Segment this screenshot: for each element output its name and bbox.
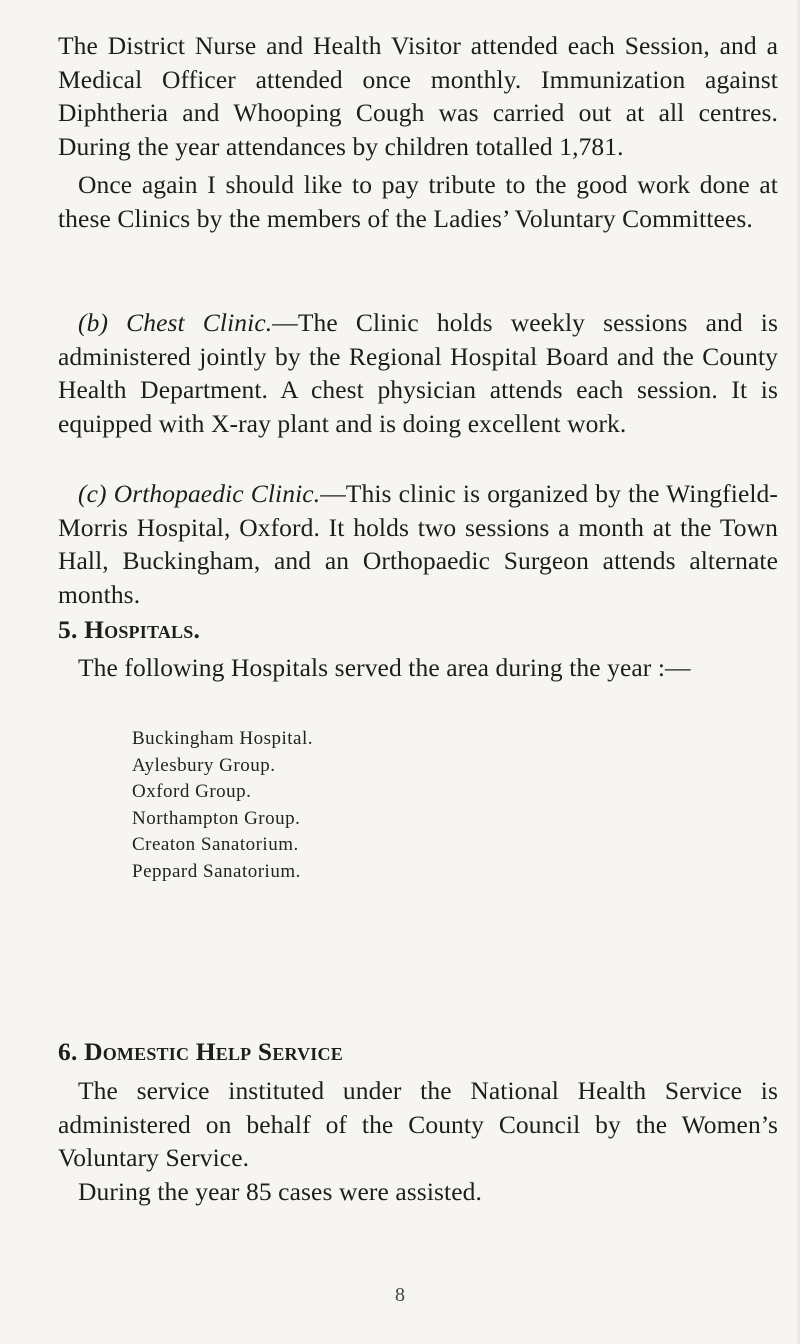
- chest-clinic-text: —The Clinic holds weekly sessions and is administered jointly by the Regional Hospital Board and the County Health Department. A chest physician attends each session. It is equipped with X-ray plant and is doing excellent work.: [58, 308, 778, 438]
- hospitals-section-number: 5.: [58, 615, 78, 644]
- domestic-help-section-number: 6.: [58, 1037, 78, 1066]
- chest-clinic-heading: (b) Chest Clinic.: [78, 308, 273, 337]
- domestic-help-body-2: During the year 85 cases were assisted.: [78, 1177, 482, 1206]
- hospitals-section-title: Hospitals.: [84, 615, 201, 644]
- domestic-help-section-title: Domestic Help Service: [84, 1037, 343, 1066]
- hospital-list: [132, 726, 313, 885]
- hospitals-section-heading: [58, 613, 200, 647]
- page-number: 8: [395, 1284, 405, 1306]
- orthopaedic-clinic-text: —This clinic is organized by the Wingfield-Morris Hospital, Oxford. It holds two sessions a month at the Town Hall, Buckingham, and an Orthopaedic Surgeon attends alternate months.: [58, 479, 779, 609]
- paragraph-orthopaedic-clinic: [58, 477, 778, 611]
- list-item: Aylesbury Group.: [132, 754, 276, 776]
- orthopaedic-clinic-heading: (c) Orthopaedic Clinic.: [78, 479, 321, 508]
- domestic-help-body-1: The service instituted under the National Health Service is administered on behalf of the County Council by the Women’s Voluntary Service.: [58, 1076, 778, 1173]
- page-edge-shadow: [796, 0, 800, 1344]
- list-item: Creaton Sanatorium.: [132, 834, 299, 855]
- list-item: Peppard Sanatorium.: [132, 860, 301, 882]
- list-item: Northampton Group.: [132, 807, 301, 829]
- hospitals-intro: The following Hospitals served the area during the year :—: [78, 653, 691, 682]
- paragraph-clinic-attendance: The District Nurse and Health Visitor attended each Session, and a Medical Officer attended once monthly. Immunization against Diphtheria and Whooping Cough was carried out at all centres. During the year attendances by children totalled 1,781.: [58, 31, 778, 161]
- paragraph-tribute: Once again I should like to pay tribute to the good work done at these Clinics by the members of the Ladies’ Voluntary Committees.: [58, 170, 778, 233]
- list-item: Buckingham Hospital.: [132, 728, 313, 749]
- list-item: Oxford Group.: [132, 781, 252, 802]
- domestic-help-section-heading: [58, 1035, 343, 1069]
- paragraph-chest-clinic: [58, 306, 778, 440]
